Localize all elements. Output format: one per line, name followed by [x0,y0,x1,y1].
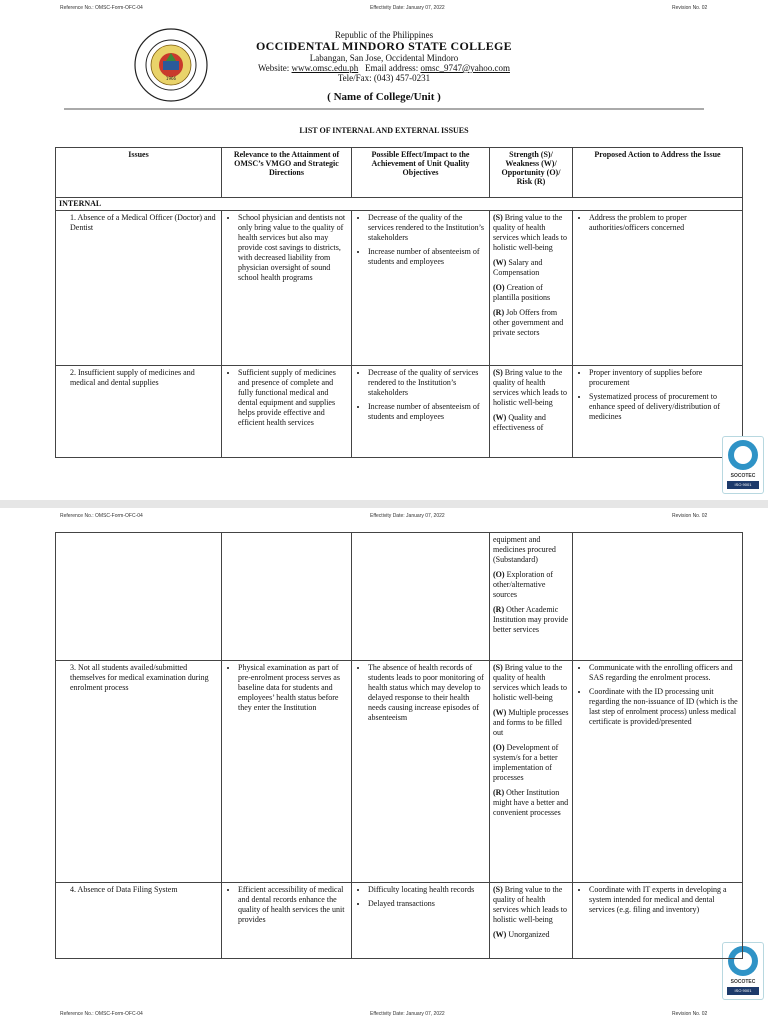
list-item: • Sufficient supply of medicines and presence of complete and fully functional medical and dental equipment and supplies helps provide effective and efficient health services [238,368,348,428]
issue-cell: 4. Absence of Data Filing System [56,883,222,959]
action-cell [573,533,743,661]
relevance-cell [222,366,352,458]
website-label: Website: [258,63,290,73]
revision-number: Revision No. 02 [672,513,708,519]
col-header-effect: Possible Effect/Impact to the Achievement of Unit Quality Objectives [352,148,490,198]
badge-iso: ISO 9001 [727,481,759,489]
action-cell [573,366,743,458]
list-item: • The absence of health records of students leads to poor monitoring of health status which may develop to delayed response to their health needs causing increase episodes of absenteeism [368,663,486,723]
badge-name: SOCOTEC [730,979,756,985]
list-item: • Proper inventory of supplies before procurement [589,368,739,388]
relevance-cell [222,661,352,883]
effectivity-date: Effectivity Date: January 07, 2022 [370,513,445,519]
page-header [0,5,768,15]
list-item: • Difficulty locating health records [368,885,486,895]
college-name: OCCIDENTAL MINDORO STATE COLLEGE [256,39,512,53]
effect-cell [352,366,490,458]
document-page-1 [0,0,768,500]
document-title: LIST OF INTERNAL AND EXTERNAL ISSUES [299,126,469,135]
revision-number: Revision No. 02 [672,5,708,11]
issue-cell [56,533,222,661]
relevance-cell [222,883,352,959]
col-header-swot: Strength (S)/ Weakness (W)/ Opportunity (O)/ Risk (R) [490,148,573,198]
contact-line [200,63,568,73]
republic-line: Republic of the Philippines [334,30,434,40]
table-row [56,366,743,458]
list-item: • Communicate with the enrolling officers and SAS regarding the enrolment process. [589,663,739,683]
revision-number: Revision No. 02 [672,1011,708,1017]
unit-name: ( Name of College/Unit ) [327,91,441,103]
swot-cell: (S) Bring value to the quality of health services which leads to holistic well-being (W) Quality and effectiveness of [490,366,573,458]
swot-cell: (S) Bring value to the quality of health services which leads to holistic well-being (W) Unorganized [490,883,573,959]
list-item: • Address the problem to proper authorities/officers concerned [589,213,739,233]
swot-cell: (S) Bring value to the quality of health services which leads to holistic well-being (W) Salary and Compensation (O) Creation of plantilla positions (R) Job Offers from other government and private sectors [490,211,573,366]
list-item: • Decrease of the quality of the services rendered to the Institution’s stakeholders [368,213,486,243]
list-item: • Coordinate with the ID processing unit regarding the non-issuance of ID (which is the last step of enrolment process) unless medical certificate is provided/presented [589,687,739,727]
college-seal-logo [134,28,208,102]
effect-cell [352,533,490,661]
table-row [56,883,743,959]
address-line: Labangan, San Jose, Occidental Mindoro [309,53,459,63]
effect-cell [352,661,490,883]
header-divider [64,108,704,110]
badge-name: SOCOTEC [730,473,756,479]
relevance-cell [222,533,352,661]
issues-table-continued [55,532,743,959]
letterhead [200,30,568,83]
certification-badge [722,436,764,494]
list-item: • Systematized process of procurement to enhance speed of delivery/distribution of medicines [589,392,739,422]
col-header-relevance: Relevance to the Attainment of OMSC’s VMGO and Strategic Directions [222,148,352,198]
table-row [56,533,743,661]
effect-cell [352,211,490,366]
issue-cell: 3. Not all students availed/submitted themselves for medical examination during enrolment process [56,661,222,883]
issue-cell: 2. Insufficient supply of medicines and medical and dental supplies [56,366,222,458]
list-item: • School physician and dentists not only bring value to the quality of health services but also may provide cost savings to districts, with decreased liability from physician oversight of sound school health programs [238,213,348,283]
relevance-cell [222,211,352,366]
list-item: • Decrease of the quality of services rendered to the Institution’s stakeholders [368,368,486,398]
page-gap [0,500,768,508]
list-item: • Increase number of absenteeism of students and employees [368,402,486,422]
col-header-issues: Issues [56,148,222,198]
action-cell [573,883,743,959]
effectivity-date: Effectivity Date: January 07, 2022 [370,1011,445,1017]
telefax-line: Tele/Fax: (043) 457-0231 [337,73,431,83]
col-header-action: Proposed Action to Address the Issue [573,148,743,198]
issue-cell: 1. Absence of a Medical Officer (Doctor) and Dentist [56,211,222,366]
email-label: Email address: [364,63,419,73]
table-row [56,661,743,883]
effectivity-date: Effectivity Date: January 07, 2022 [370,5,445,11]
action-cell [573,211,743,366]
email-link[interactable]: omsc_9747@yahoo.com [420,63,510,73]
page-footer [0,1011,768,1021]
badge-iso: ISO 9001 [727,987,759,995]
website-link[interactable]: www.omsc.edu.ph [291,63,359,73]
list-item: • Coordinate with IT experts in developing a system intended for medical and dental services (e.g. filing and inventory) [589,885,739,915]
reference-number: Reference No.: OMSC-Form-OFC-04 [60,5,143,11]
list-item: • Increase number of absenteeism of students and employees [368,247,486,267]
list-item: • Efficient accessibility of medical and dental records enhance the quality of health services the unit provides [238,885,348,925]
page-header [0,513,768,523]
section-internal: INTERNAL [56,198,743,211]
swot-cell: equipment and medicines procured (Substandard) (O) Exploration of other/alternative sources (R) Other Academic Institution may provide better services [490,533,573,661]
action-cell [573,661,743,883]
issues-table [55,147,743,458]
list-item: • Physical examination as part of pre-enrolment process serves as baseline data for students and employees’ health status before they enter the Institution [238,663,348,713]
reference-number: Reference No.: OMSC-Form-OFC-04 [60,1011,143,1017]
table-row [56,211,743,366]
list-item: • Delayed transactions [368,899,486,909]
swot-cell: (S) Bring value to the quality of health services which leads to holistic well-being (W) Multiple processes and forms to be filled out (O) Development of system/s for a better implementation of processes (R) Other Institution might have a better and convenient processes [490,661,573,883]
reference-number: Reference No.: OMSC-Form-OFC-04 [60,513,143,519]
svg-text:1966: 1966 [165,76,177,81]
effect-cell [352,883,490,959]
